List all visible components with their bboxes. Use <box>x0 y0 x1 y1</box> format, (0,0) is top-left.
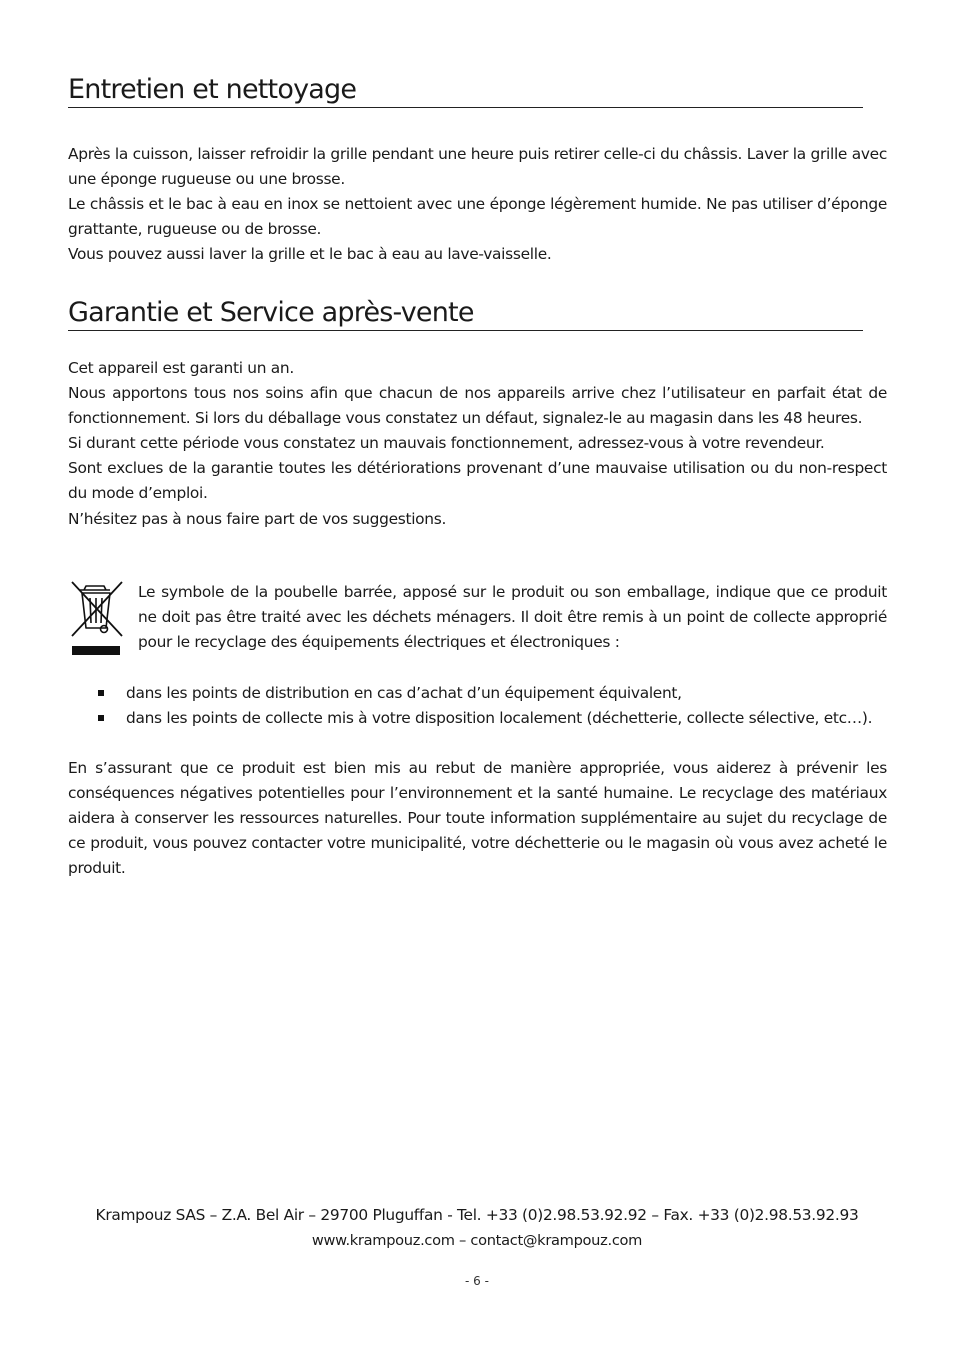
paragraph: Cet appareil est garanti un an. <box>68 359 294 377</box>
paragraph: Nous apportons tous nos soins afin que chacun de nos appareils arrive chez l’utilisateur en parfait état de fonctionnement. Si lors du déballage vous constatez un défaut, signalez-le au magasin dans les 48 heures. <box>68 384 887 428</box>
maintenance-body <box>68 142 887 267</box>
paragraph: Sont exclues de la garantie toutes les détériorations provenant d’une mauvaise utilisation ou du non-respect du mode d’emploi. <box>68 459 887 503</box>
collection-points-list <box>68 681 887 731</box>
crossed-out-wheelie-bin-icon <box>66 578 126 658</box>
weee-notice <box>138 580 887 655</box>
bullet-square-icon <box>98 715 104 721</box>
bullet-square-icon <box>98 690 104 696</box>
weee-paragraph: Le symbole de la poubelle barrée, apposé sur le produit ou son emballage, indique que ce produit ne doit pas être traité avec les déchets ménagers. Il doit être remis à un point de collecte approprié pour le recyclage des équipements électriques et électroniques : <box>138 583 887 652</box>
list-item: dans les points de distribution en cas d’achat d’un équipement équivalent, <box>68 681 887 706</box>
page-number: - 6 - <box>465 1274 489 1288</box>
paragraph: En s’assurant que ce produit est bien mis au rebut de manière appropriée, vous aiderez à prévenir les conséquences négatives potentielles pour l’environnement et la santé humaine. Le recyclage des matériaux aidera à conserver les ressources naturelles. Pour toute information supplémentaire au sujet du recyclage de ce produit, vous pouvez contacter votre municipalité, votre déchetterie ou le magasin où vous avez acheté le produit. <box>68 759 887 878</box>
paragraph: Vous pouvez aussi laver la grille et le bac à eau au lave-vaisselle. <box>68 245 552 264</box>
list-item: dans les points de collecte mis à votre disposition localement (déchetterie, collecte sélective, etc…). <box>68 706 887 731</box>
paragraph: Si durant cette période vous constatez un mauvais fonctionnement, adressez-vous à votre revendeur. <box>68 434 825 453</box>
paragraph: Après la cuisson, laisser refroidir la grille pendant une heure puis retirer celle-ci du châssis. Laver la grille avec une éponge rugueuse ou une brosse. <box>68 145 887 189</box>
paragraph: N’hésitez pas à nous faire part de vos suggestions. <box>68 509 447 528</box>
section-title-maintenance: Entretien et nettoyage <box>68 74 863 108</box>
section-title-warranty: Garantie et Service après-vente <box>68 297 863 331</box>
company-contact-line: Krampouz SAS – Z.A. Bel Air – 29700 Pluguffan - Tel. +33 (0)2.98.53.92.92 – Fax. +33 (0)2.98.53.92.93 <box>95 1206 859 1224</box>
website-email-line: www.krampouz.com – contact@krampouz.com <box>311 1232 643 1249</box>
warranty-body <box>68 356 887 532</box>
recycling-closing <box>68 756 887 881</box>
paragraph: Le châssis et le bac à eau en inox se nettoient avec une éponge légèrement humide. Ne pas utiliser d’éponge grattante, rugueuse ou de brosse. <box>68 195 887 239</box>
